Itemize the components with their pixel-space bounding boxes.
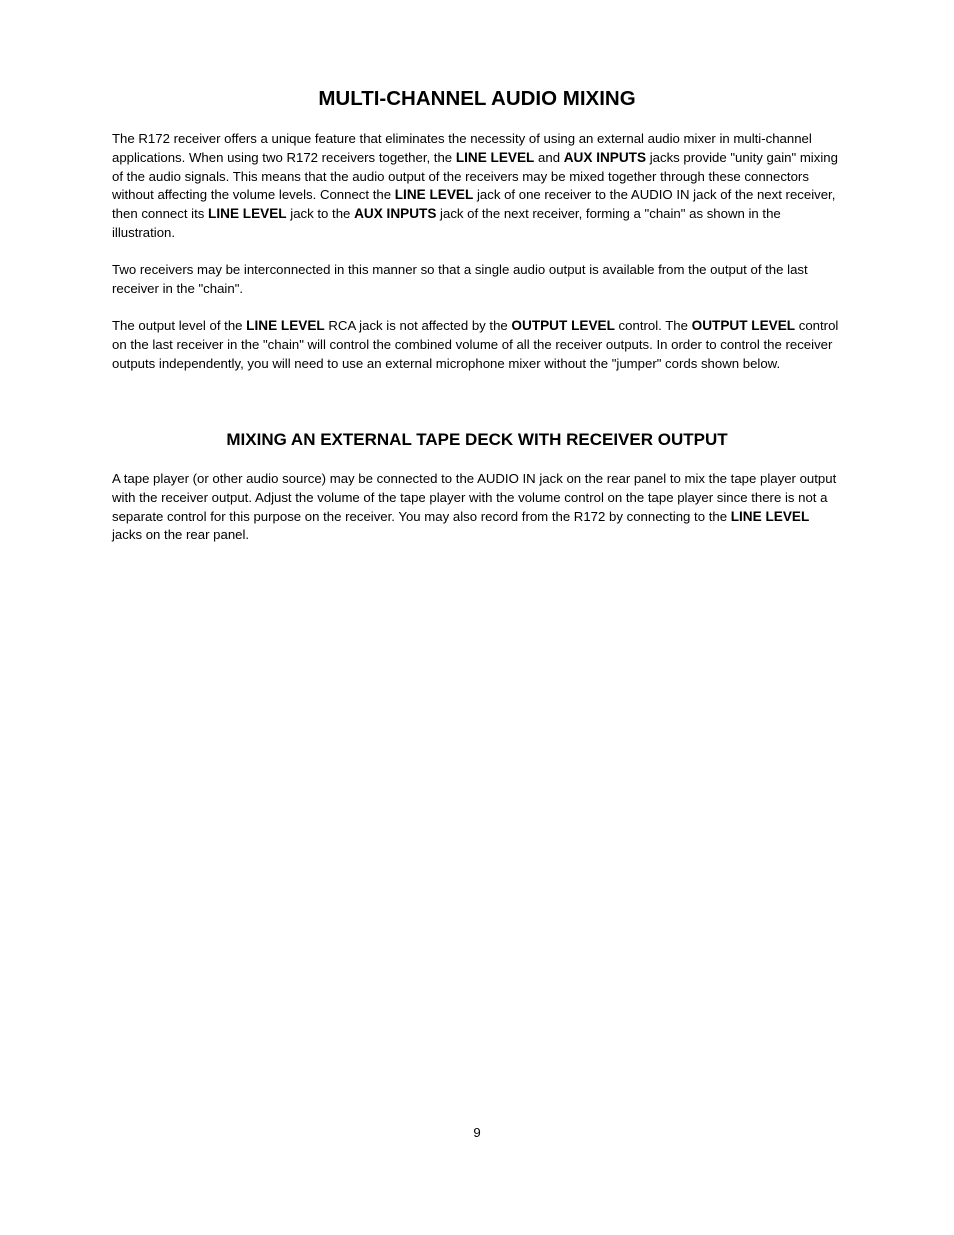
text-span: and (534, 149, 564, 165)
text-span: jacks on the rear panel. (112, 527, 250, 543)
section-subheading: MIXING AN EXTERNAL TAPE DECK WITH RECEIVER OUTPUT (226, 430, 728, 449)
keyword-line-level: LINE LEVEL (730, 508, 810, 524)
keyword-output-level: OUTPUT LEVEL (511, 318, 615, 333)
keyword-line-level: LINE LEVEL (455, 149, 535, 165)
keyword-line-level: LINE LEVEL (246, 318, 325, 333)
paragraph-tape-deck (112, 470, 842, 545)
keyword-aux-inputs: AUX INPUTS (354, 206, 437, 221)
text-span: A tape player (or other audio source) may be connected to the AUDIO IN jack on the rear panel to mix the tape player output with the receiver output. Adjust the volume of the tape player with the volume control on the tape player since there is not a separate control for this purpose on the receiver. You may also record from the R172 by connecting to the (112, 471, 837, 524)
text-span: jack of one receiver to the AUDIO IN jack of the next receiver, then connect its (112, 187, 836, 221)
paragraph-multichannel-intro (112, 130, 842, 243)
paragraph-chain-output: Two receivers may be interconnected in this manner so that a single audio output is available from the output of the last receiver in the "chain". (112, 262, 808, 296)
text-span: jacks provide "unity gain" mixing of the audio signals. This means that the audio output of the receivers may be mixed together through these connectors without affecting the volume levels. Connect the (112, 149, 838, 203)
paragraph-output-level (112, 317, 842, 373)
text-span: The R172 receiver offers a unique feature that eliminates the necessity of using an external audio mixer in multi-channel applications. When using two R172 receivers together, the (112, 131, 812, 165)
text-span: RCA jack is not affected by the (324, 318, 512, 333)
text-span: jack of the next receiver, forming a "chain" as shown in the illustration. (112, 206, 781, 240)
keyword-output-level: OUTPUT LEVEL (691, 318, 796, 333)
page-number: 9 (473, 1125, 481, 1140)
text-span: The output level of the (112, 318, 247, 333)
keyword-line-level: LINE LEVEL (208, 206, 287, 221)
text-span: jack to the (286, 206, 355, 221)
keyword-aux-inputs: AUX INPUTS (563, 149, 647, 165)
section-heading: MULTI-CHANNEL AUDIO MIXING (318, 87, 636, 110)
text-span: control. The (614, 318, 692, 333)
keyword-line-level: LINE LEVEL (394, 187, 474, 203)
text-span: control on the last receiver in the "chain" will control the combined volume of all the receiver outputs. In order to control the receiver outputs independently, you will need to use an external microphone mixer without the "jumper" cords shown below. (112, 318, 839, 371)
